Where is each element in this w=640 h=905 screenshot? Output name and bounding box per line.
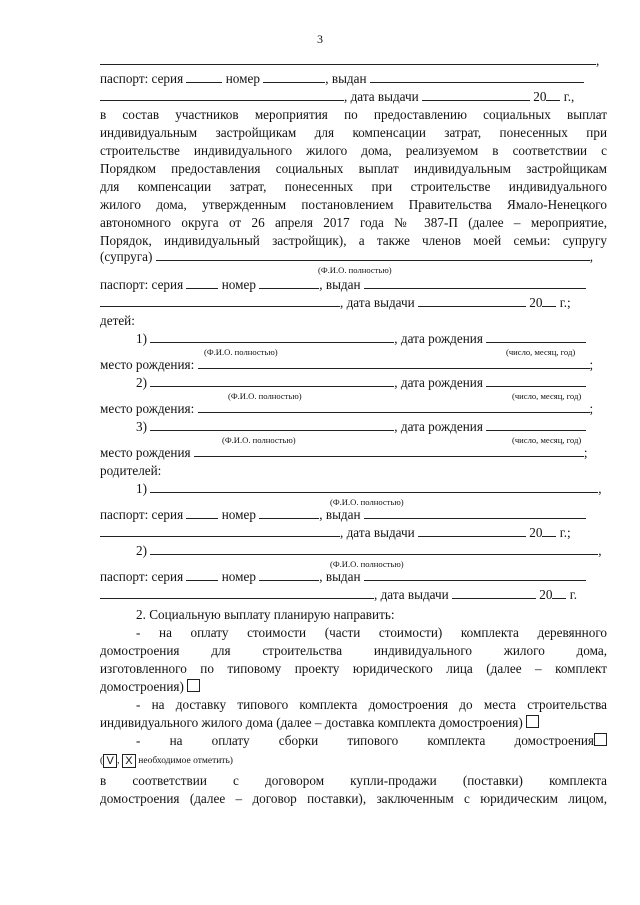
parent-2-issue-date-line: , дата выдачи 20 г. bbox=[100, 586, 607, 604]
spouse-line: (супруга) , bbox=[100, 249, 593, 264]
passport-number-field[interactable] bbox=[259, 568, 319, 581]
option-1-line: - на оплату стоимости (части стоимости) комплекта деревянного bbox=[136, 625, 607, 640]
parent-2-line: 2) , bbox=[136, 543, 602, 558]
child-fio-field[interactable] bbox=[150, 418, 394, 431]
spouse-label: (супруга) bbox=[100, 249, 153, 264]
applicant-passport-line: паспорт: серия номер , выдан bbox=[100, 70, 607, 88]
paragraph-line: жилого дома, утвержденным постановлением Правительства Ямало-Ненецкого bbox=[100, 197, 607, 212]
continuation-line: , bbox=[100, 52, 607, 70]
parent-1-line: 1) , bbox=[136, 481, 602, 496]
year-field[interactable] bbox=[542, 294, 556, 307]
option-2-checkbox[interactable] bbox=[526, 715, 539, 728]
parent-1-passport-line: паспорт: серия номер , выдан bbox=[100, 506, 607, 524]
check-hint: ( V , X необходимое отметить) bbox=[100, 755, 233, 767]
issued-by-field-cont[interactable] bbox=[100, 294, 340, 307]
document-page: 3 , паспорт: серия номер , выдан , дата выдачи 20 г., в состав участников мероприятия по предоставлению социальных выплат индивидуальным застройщикам для компенсации затрат, понесенных при строительстве индивидуального жилого дома, реализуемом в соответствии с Порядком предоставления социальных выплат индивидуальным застройщикам для компенсации затрат, понесенных при строительстве индивидуального жилого дома, утвержденным постановлением Правительства Ямало-Ненецкого автономного округа от 26 апреля 2017 года № 387-П (далее – мероприятие, Порядок, индивидуальный застройщик), а также членов моей семьи: супругу (супруга) , (Ф.И.О. полностью) паспорт: серия номер , выдан , дата выдачи 20 г.; детей: 1) , дата рождения (Ф.И.О. полностью) (число, месяц, год) место рождения: ; 2) , дата рождения (Ф.И.О. полностью) (число, месяц, год) место рождения: ; 3) , дата рождения (Ф.И.О. полностью) (число, месяц, год) место рождения ; родителей: 1) , (Ф.И.О. полностью) паспорт: серия номер , выдан , дата выдачи 20 г.; 2) , (Ф.И.О. полностью) паспорт: серия номер , выдан , дата выдачи 20 г. 2. Социальную выплату планирую направить: - на оплату стоимости (части стоимости) комплекта деревянного домостроения для строительства индивидуального жилого дома, изготовленного по типовому проекту юридического лица (далее – комплект домостроения) - на доставку типового комплекта домостроения до места строительства индивидуального жилого дома (далее – доставка комплекта домостроения) - на оплату сборки типового комплекта домостроения ( V , X необходимое отметить) в соответствии с договором купли-продажи (поставки) комплекта домостроения (далее – договор поставки), заключенным с юридическим лицом, bbox=[0, 0, 640, 905]
birthplace-field[interactable] bbox=[198, 400, 590, 413]
passport-number-field[interactable] bbox=[259, 506, 319, 519]
issued-by-field-cont[interactable] bbox=[100, 524, 340, 537]
issued-by-field-cont[interactable] bbox=[100, 586, 374, 599]
check-x-mark: X bbox=[122, 754, 136, 768]
issued-by-field[interactable] bbox=[370, 70, 584, 83]
passport-number-field[interactable] bbox=[259, 276, 319, 289]
year-suffix: г., bbox=[563, 89, 575, 104]
passport-series-field[interactable] bbox=[186, 506, 218, 519]
year-field[interactable] bbox=[546, 88, 560, 101]
parent-2-passport-line: паспорт: серия номер , выдан bbox=[100, 568, 607, 586]
spouse-fio-field[interactable] bbox=[156, 248, 590, 261]
issued-label: выдан bbox=[331, 71, 367, 86]
option-1-last-line: домостроения) bbox=[100, 678, 607, 696]
child-3-line: 3) , дата рождения bbox=[100, 418, 607, 436]
paragraph-line: домостроения (далее – договор поставки), заключенным с юридическим лицом, bbox=[100, 791, 607, 806]
spouse-issue-date-line: , дата выдачи 20 г.; bbox=[100, 294, 607, 312]
issue-date-field[interactable] bbox=[422, 88, 530, 101]
option-3-line: - на оплату сборки типового комплекта домостроения bbox=[100, 732, 607, 750]
child-fio-field[interactable] bbox=[150, 330, 394, 343]
option-2-last-line: индивидуального жилого дома (далее – доставка комплекта домостроения) bbox=[100, 714, 607, 732]
paragraph-line: индивидуальным застройщикам для компенсации затрат, понесенных при bbox=[100, 125, 607, 140]
applicant-issue-date-line: , дата выдачи 20 г., bbox=[100, 88, 607, 106]
issued-by-field[interactable] bbox=[364, 568, 586, 581]
year-prefix: 20 bbox=[533, 89, 547, 104]
issue-date-field[interactable] bbox=[418, 294, 526, 307]
birth-date-field[interactable] bbox=[486, 418, 586, 431]
spouse-passport-line: паспорт: серия номер , выдан bbox=[100, 276, 607, 294]
option-2-line: - на доставку типового комплекта домостроения до места строительства bbox=[136, 697, 607, 712]
paragraph-line: в соответствии с договором купли-продажи (поставки) комплекта bbox=[100, 773, 607, 788]
birth-date-field[interactable] bbox=[486, 330, 586, 343]
option-1-checkbox[interactable] bbox=[187, 679, 200, 692]
passport-label: паспорт: серия bbox=[100, 71, 184, 86]
child-1-birthplace: место рождения: ; bbox=[100, 357, 594, 372]
passport-series-field[interactable] bbox=[186, 276, 218, 289]
option-3-checkbox[interactable] bbox=[594, 733, 607, 746]
number-label: номер bbox=[225, 71, 260, 86]
paragraph-line: Порядок, индивидуальный застройщик), а также членов моей семьи: супругу bbox=[100, 233, 607, 248]
paragraph-line: строительстве индивидуального жилого дома, реализуемом в соответствии с bbox=[100, 143, 607, 158]
children-label: детей: bbox=[100, 313, 135, 328]
issue-date-field[interactable] bbox=[418, 524, 526, 537]
passport-series-field[interactable] bbox=[186, 568, 218, 581]
page-number: 3 bbox=[317, 32, 323, 46]
paragraph-line: Порядком предоставления социальных выплат индивидуальным застройщикам bbox=[100, 161, 607, 176]
child-1-line: 1) , дата рождения bbox=[100, 330, 607, 348]
issued-by-field-cont[interactable] bbox=[100, 88, 344, 101]
paragraph-line: для компенсации затрат, понесенных при строительстве индивидуального bbox=[100, 179, 607, 194]
child-fio-field[interactable] bbox=[150, 374, 394, 387]
paragraph-line: автономного округа от 26 апреля 2017 года № 387-П (далее – мероприятие, bbox=[100, 215, 607, 230]
passport-series-field[interactable] bbox=[186, 70, 222, 83]
issue-date-field[interactable] bbox=[452, 586, 536, 599]
issued-by-field[interactable] bbox=[364, 276, 586, 289]
birthplace-field[interactable] bbox=[194, 444, 584, 457]
child-3-birthplace: место рождения ; bbox=[100, 445, 588, 460]
fio-hint: (Ф.И.О. полностью) bbox=[318, 265, 392, 275]
year-field[interactable] bbox=[552, 586, 566, 599]
child-2-birthplace: место рождения: ; bbox=[100, 401, 594, 416]
parent-fio-field[interactable] bbox=[150, 542, 598, 555]
option-1-line: изготовленного по типовому проекту юридического лица (далее – комплект bbox=[100, 661, 607, 676]
parents-label: родителей: bbox=[100, 463, 162, 478]
issue-date-label: дата выдачи bbox=[350, 89, 419, 104]
passport-number-field[interactable] bbox=[263, 70, 325, 83]
check-v-mark: V bbox=[103, 754, 117, 768]
year-field[interactable] bbox=[542, 524, 556, 537]
paragraph-line: в состав участников мероприятия по предоставлению социальных выплат bbox=[100, 107, 607, 122]
parent-1-issue-date-line: , дата выдачи 20 г.; bbox=[100, 524, 607, 542]
parent-fio-field[interactable] bbox=[150, 480, 598, 493]
birth-date-field[interactable] bbox=[486, 374, 586, 387]
section-2-title: 2. Социальную выплату планирую направить: bbox=[136, 607, 395, 622]
option-1-line: домостроения для строительства индивидуального жилого дома, bbox=[100, 643, 607, 658]
child-2-line: 2) , дата рождения bbox=[100, 374, 607, 392]
issued-by-field[interactable] bbox=[364, 506, 586, 519]
birthplace-field[interactable] bbox=[198, 356, 590, 369]
